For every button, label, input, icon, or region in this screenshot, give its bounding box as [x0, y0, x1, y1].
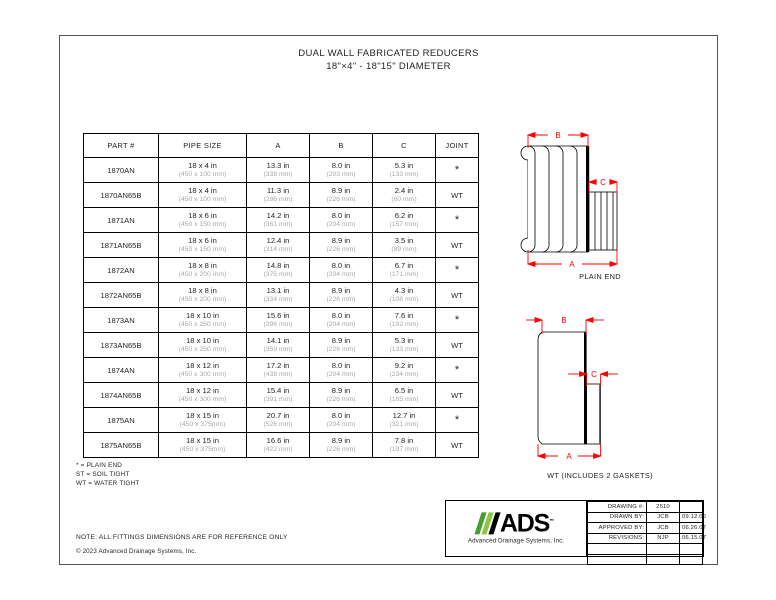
cell-dimension-a-imperial: 17.2 in — [266, 360, 290, 370]
cell-dimension-a-imperial: 14.1 in — [266, 335, 290, 345]
cell-dimension-a-metric: (314 mm) — [263, 246, 293, 254]
cell-dimension-b-imperial: 8.0 in — [331, 160, 351, 170]
cell-dimension-b — [310, 408, 373, 433]
cell-pipe-size — [159, 158, 247, 183]
cell-dimension-b-imperial: 8.0 in — [331, 410, 351, 420]
cell-pipe-size-imperial: 18 x 4 in — [188, 185, 217, 195]
revision-label: REVISIONS: — [588, 533, 647, 544]
revision-row — [588, 523, 703, 534]
cell-pipe-size-imperial: 18 x 10 in — [186, 310, 219, 320]
cell-dimension-a-imperial: 14.2 in — [266, 210, 290, 220]
table-header-row — [84, 134, 479, 158]
column-header-joint: JOINT — [436, 134, 479, 158]
table-row — [84, 383, 479, 408]
dimension-label-c: C — [600, 178, 606, 187]
table-row — [84, 333, 479, 358]
legend-soil-tight: ST = SOIL TIGHT — [76, 471, 130, 479]
cell-pipe-size-imperial: 18 x 8 in — [188, 260, 217, 270]
dimension-label-a: A — [569, 260, 575, 269]
dimension-label-c-wt: C — [591, 370, 597, 379]
cell-dimension-c — [373, 408, 436, 433]
table-row — [84, 283, 479, 308]
ads-logo-text — [499, 510, 555, 539]
cell-dimension-c-imperial: 6.7 in — [394, 260, 414, 270]
cell-dimension-c — [373, 358, 436, 383]
cell-pipe-size-metric: (450 x 200 mm) — [178, 296, 227, 304]
cell-dimension-b — [310, 283, 373, 308]
legend-water-tight: WT = WATER TIGHT — [76, 480, 140, 488]
cell-dimension-c — [373, 283, 436, 308]
cell-dimension-a — [247, 433, 310, 458]
dimension-label-b: B — [555, 131, 561, 140]
cell-dimension-a — [247, 183, 310, 208]
cell-part-number: 1870AN65B — [84, 183, 159, 208]
cell-dimension-a-imperial: 16.6 in — [266, 435, 290, 445]
cell-dimension-b — [310, 308, 373, 333]
cell-dimension-a-metric: (334 mm) — [263, 296, 293, 304]
cell-dimension-b-metric: (226 mm) — [326, 296, 356, 304]
revision-label: DRAWING #: — [588, 502, 647, 513]
cell-joint-type: WT — [436, 183, 479, 208]
cell-dimension-c — [373, 258, 436, 283]
cell-dimension-c-imperial: 3.5 in — [394, 235, 414, 245]
cell-dimension-b-metric: (226 mm) — [326, 446, 356, 454]
revision-value: NJP — [647, 533, 680, 544]
cell-dimension-b — [310, 158, 373, 183]
cell-dimension-b-metric: (204 mm) — [326, 271, 356, 279]
joint-plain-end-marker: * — [454, 163, 460, 176]
cell-dimension-c — [373, 183, 436, 208]
cell-dimension-c-imperial: 7.6 in — [394, 310, 414, 320]
specification-table — [83, 133, 479, 458]
cell-joint-type — [436, 208, 479, 233]
table-row — [84, 183, 479, 208]
cell-part-number: 1871AN — [84, 208, 159, 233]
table-row — [84, 258, 479, 283]
cell-dimension-c-imperial: 4.3 in — [394, 285, 414, 295]
cell-dimension-a — [247, 358, 310, 383]
revision-row — [588, 512, 703, 523]
cell-pipe-size — [159, 233, 247, 258]
cell-dimension-a — [247, 233, 310, 258]
cell-dimension-a-metric: (438 mm) — [263, 371, 293, 379]
cell-dimension-a-metric: (338 mm) — [263, 171, 293, 179]
cell-dimension-c-imperial: 9.2 in — [394, 360, 414, 370]
column-header-part: PART # — [84, 134, 159, 158]
cell-dimension-a — [247, 258, 310, 283]
cell-dimension-a-imperial: 14.8 in — [266, 260, 290, 270]
cell-pipe-size-metric: (450 x 150 mm) — [178, 221, 227, 229]
cell-dimension-b-imperial: 8.0 in — [331, 260, 351, 270]
revision-date: 09.12.06 — [680, 512, 703, 523]
cell-dimension-c-metric: (108 mm) — [389, 296, 419, 304]
cell-dimension-c — [373, 333, 436, 358]
cell-dimension-a-imperial: 15.4 in — [266, 385, 290, 395]
copyright-notice: © 2023 Advanced Drainage Systems, Inc. — [76, 548, 197, 555]
cell-dimension-b-imperial: 8.9 in — [331, 435, 351, 445]
cell-dimension-c-metric: (60 mm) — [391, 196, 417, 204]
revision-value: JCB — [647, 512, 680, 523]
cell-dimension-c — [373, 433, 436, 458]
cell-dimension-a — [247, 408, 310, 433]
figure-plain-end — [500, 124, 700, 294]
cell-dimension-a-imperial: 15.6 in — [266, 310, 290, 320]
cell-dimension-a-metric: (391 mm) — [263, 396, 293, 404]
title-block — [445, 500, 707, 557]
cell-pipe-size — [159, 433, 247, 458]
revision-empty-cell — [680, 554, 703, 565]
cell-part-number: 1874AN65B — [84, 383, 159, 408]
cell-part-number: 1875AN — [84, 408, 159, 433]
table-row — [84, 433, 479, 458]
cell-pipe-size — [159, 383, 247, 408]
cell-dimension-c-metric: (192 mm) — [389, 321, 419, 329]
cell-dimension-a-metric: (375 mm) — [263, 271, 293, 279]
cell-dimension-b-imperial: 8.9 in — [331, 235, 351, 245]
revision-table — [587, 501, 707, 565]
cell-dimension-b-metric: (204 mm) — [326, 321, 356, 329]
cell-dimension-a-metric: (361 mm) — [263, 221, 293, 229]
cell-part-number: 1873AN65B — [84, 333, 159, 358]
cell-pipe-size-metric: (450 x 250 mm) — [178, 321, 227, 329]
cell-dimension-a-metric: (526 mm) — [263, 421, 293, 429]
cell-dimension-b — [310, 333, 373, 358]
cell-dimension-c-imperial: 6.2 in — [394, 210, 414, 220]
reference-note: NOTE: ALL FITTINGS DIMENSIONS ARE FOR REFERENCE ONLY — [76, 534, 288, 541]
revision-label: DRAWN BY: — [588, 512, 647, 523]
page-title — [60, 48, 717, 72]
cell-dimension-c-metric: (171 mm) — [389, 271, 419, 279]
cell-dimension-b-imperial: 8.9 in — [331, 385, 351, 395]
revision-empty-cell — [680, 544, 703, 555]
revision-empty-cell — [588, 554, 647, 565]
cell-dimension-c-metric: (133 mm) — [389, 346, 419, 354]
cell-part-number: 1874AN — [84, 358, 159, 383]
revision-empty-cell — [588, 544, 647, 555]
cell-part-number: 1872AN65B — [84, 283, 159, 308]
cell-joint-type — [436, 308, 479, 333]
cell-pipe-size-metric: (450 x 300 mm) — [178, 396, 227, 404]
cell-part-number: 1873AN — [84, 308, 159, 333]
cell-dimension-c-metric: (165 mm) — [389, 396, 419, 404]
company-tagline: Advanced Drainage Systems, Inc. — [467, 537, 565, 545]
cell-joint-type: WT — [436, 333, 479, 358]
cell-dimension-a — [247, 158, 310, 183]
dimension-label-a-wt: A — [566, 452, 572, 461]
cell-dimension-b-metric: (226 mm) — [326, 196, 356, 204]
joint-plain-end-marker: * — [454, 213, 460, 226]
cell-dimension-a-imperial: 12.4 in — [266, 235, 290, 245]
cell-dimension-b — [310, 258, 373, 283]
water-tight-drawing — [500, 308, 700, 468]
revision-empty-cell — [647, 554, 680, 565]
table-row — [84, 158, 479, 183]
ads-logo-wordmark: ADS — [499, 510, 550, 539]
cell-joint-type: WT — [436, 283, 479, 308]
cell-dimension-c — [373, 308, 436, 333]
metadata-cell — [587, 501, 707, 556]
cell-pipe-size-imperial: 18 x 10 in — [186, 335, 219, 345]
cell-dimension-c-imperial: 7.8 in — [394, 435, 414, 445]
joint-plain-end-marker: * — [454, 413, 460, 426]
cell-dimension-c-metric: (89 mm) — [391, 246, 417, 254]
cell-dimension-b-imperial: 8.0 in — [331, 310, 351, 320]
cell-dimension-c-imperial: 2.4 in — [394, 185, 414, 195]
cell-pipe-size-imperial: 18 x 12 in — [186, 385, 219, 395]
revision-label: APPROVED BY: — [588, 523, 647, 534]
cell-pipe-size — [159, 408, 247, 433]
cell-dimension-a — [247, 283, 310, 308]
cell-dimension-b-metric: (204 mm) — [326, 371, 356, 379]
cell-pipe-size — [159, 283, 247, 308]
cell-part-number: 1871AN65B — [84, 233, 159, 258]
legend-plain-end: * = PLAIN END — [76, 462, 123, 469]
figure-water-tight-caption: WT (INCLUDES 2 GASKETS) — [547, 471, 653, 480]
table-row — [84, 233, 479, 258]
cell-dimension-a — [247, 333, 310, 358]
cell-dimension-b-metric: (226 mm) — [326, 396, 356, 404]
cell-dimension-c-imperial: 6.5 in — [394, 385, 414, 395]
cell-joint-type — [436, 258, 479, 283]
cell-dimension-a-metric: (359 mm) — [263, 346, 293, 354]
revision-empty-cell — [647, 544, 680, 555]
cell-dimension-b-metric: (204 mm) — [326, 221, 356, 229]
cell-dimension-c-metric: (133 mm) — [389, 171, 419, 179]
cell-dimension-a-metric: (286 mm) — [263, 196, 293, 204]
figure-plain-end-caption: PLAIN END — [579, 272, 621, 281]
column-header-c: C — [373, 134, 436, 158]
cell-pipe-size — [159, 258, 247, 283]
cell-pipe-size-metric: (450 x 300 mm) — [178, 371, 227, 379]
cell-dimension-b — [310, 433, 373, 458]
cell-dimension-a-metric: (396 mm) — [263, 321, 293, 329]
column-header-pipe-size: PIPE SIZE — [159, 134, 247, 158]
cell-joint-type: WT — [436, 383, 479, 408]
cell-dimension-b-imperial: 8.0 in — [331, 210, 351, 220]
joint-plain-end-marker: * — [454, 313, 460, 326]
cell-dimension-c — [373, 208, 436, 233]
cell-dimension-c-metric: (197 mm) — [389, 446, 419, 454]
cell-pipe-size-metric: (450 x 375mm) — [179, 421, 226, 429]
cell-dimension-b — [310, 208, 373, 233]
revision-row — [588, 502, 703, 513]
plain-end-drawing — [500, 124, 700, 274]
cell-pipe-size-imperial: 18 x 6 in — [188, 210, 217, 220]
cell-part-number: 1875AN65B — [84, 433, 159, 458]
revision-date: 06.15.07 — [680, 533, 703, 544]
cell-dimension-c — [373, 233, 436, 258]
cell-pipe-size-metric: (450 x 375mm) — [179, 446, 226, 454]
cell-dimension-b — [310, 233, 373, 258]
cell-dimension-c-metric: (321 mm) — [389, 421, 419, 429]
cell-dimension-b-metric: (226 mm) — [326, 246, 356, 254]
revision-value: JCB — [647, 523, 680, 534]
table-row — [84, 208, 479, 233]
cell-dimension-a-imperial: 20.7 in — [266, 410, 290, 420]
cell-dimension-b — [310, 183, 373, 208]
dimension-label-b-wt: B — [561, 316, 567, 325]
table-row — [84, 408, 479, 433]
cell-dimension-a-imperial: 13.3 in — [266, 160, 290, 170]
cell-pipe-size — [159, 208, 247, 233]
cell-pipe-size-imperial: 18 x 4 in — [188, 160, 217, 170]
cell-dimension-a-imperial: 13.1 in — [266, 285, 290, 295]
cell-dimension-a — [247, 383, 310, 408]
revision-date — [680, 502, 703, 513]
logo-cell — [446, 501, 587, 556]
cell-pipe-size-metric: (450 x 100 mm) — [178, 196, 227, 204]
cell-pipe-size-metric: (450 x 200 mm) — [178, 271, 227, 279]
title-line-1: DUAL WALL FABRICATED REDUCERS — [298, 48, 479, 59]
figure-water-tight — [500, 308, 700, 488]
joint-plain-end-marker: * — [454, 263, 460, 276]
trademark-symbol: ™ — [549, 518, 555, 525]
cell-dimension-c-imperial: 5.3 in — [394, 335, 414, 345]
cell-dimension-c-metric: (157 mm) — [389, 221, 419, 229]
cell-dimension-a-metric: (422 mm) — [263, 446, 293, 454]
cell-pipe-size-metric: (450 x 100 mm) — [178, 171, 227, 179]
cell-pipe-size-imperial: 18 x 12 in — [186, 360, 219, 370]
legend — [76, 461, 140, 489]
revision-row — [588, 533, 703, 544]
cell-dimension-c-imperial: 12.7 in — [392, 410, 416, 420]
column-header-a: A — [247, 134, 310, 158]
title-line-2: 18"×4" - 18"15" DIAMETER — [326, 61, 451, 72]
cell-dimension-b-imperial: 8.0 in — [331, 360, 351, 370]
cell-part-number: 1872AN — [84, 258, 159, 283]
cell-pipe-size — [159, 358, 247, 383]
drawing-sheet — [59, 35, 718, 565]
cell-pipe-size-imperial: 18 x 15 in — [186, 435, 219, 445]
cell-dimension-a — [247, 308, 310, 333]
table-row — [84, 358, 479, 383]
cell-joint-type: WT — [436, 433, 479, 458]
cell-dimension-b-imperial: 8.9 in — [331, 285, 351, 295]
revision-value: 2510 — [647, 502, 680, 513]
column-header-b: B — [310, 134, 373, 158]
cell-dimension-c-metric: (234 mm) — [389, 371, 419, 379]
cell-dimension-c — [373, 383, 436, 408]
cell-pipe-size-imperial: 18 x 8 in — [188, 285, 217, 295]
cell-dimension-b — [310, 358, 373, 383]
cell-part-number: 1870AN — [84, 158, 159, 183]
cell-dimension-b-metric: (226 mm) — [326, 346, 356, 354]
cell-pipe-size — [159, 308, 247, 333]
cell-pipe-size-imperial: 18 x 6 in — [188, 235, 217, 245]
revision-row-empty — [588, 544, 703, 555]
cell-dimension-c-imperial: 5.3 in — [394, 160, 414, 170]
cell-dimension-b — [310, 383, 373, 408]
cell-joint-type — [436, 408, 479, 433]
cell-pipe-size-metric: (450 x 150 mm) — [178, 246, 227, 254]
cell-dimension-b-metric: (204 mm) — [326, 421, 356, 429]
ads-slashes-icon — [478, 512, 499, 534]
cell-pipe-size — [159, 183, 247, 208]
revision-row-empty — [588, 554, 703, 565]
table-row — [84, 308, 479, 333]
cell-dimension-a — [247, 208, 310, 233]
revision-date: 06.26.07 — [680, 523, 703, 534]
cell-dimension-b-metric: (203 mm) — [326, 171, 356, 179]
cell-joint-type: WT — [436, 233, 479, 258]
cell-dimension-c — [373, 158, 436, 183]
cell-joint-type — [436, 158, 479, 183]
joint-plain-end-marker: * — [454, 363, 460, 376]
cell-joint-type — [436, 358, 479, 383]
cell-pipe-size-imperial: 18 x 15 in — [186, 410, 219, 420]
cell-dimension-b-imperial: 8.9 in — [331, 335, 351, 345]
cell-dimension-b-imperial: 8.9 in — [331, 185, 351, 195]
cell-dimension-a-imperial: 11.3 in — [266, 185, 290, 195]
cell-pipe-size-metric: (450 x 250 mm) — [178, 346, 227, 354]
cell-pipe-size — [159, 333, 247, 358]
